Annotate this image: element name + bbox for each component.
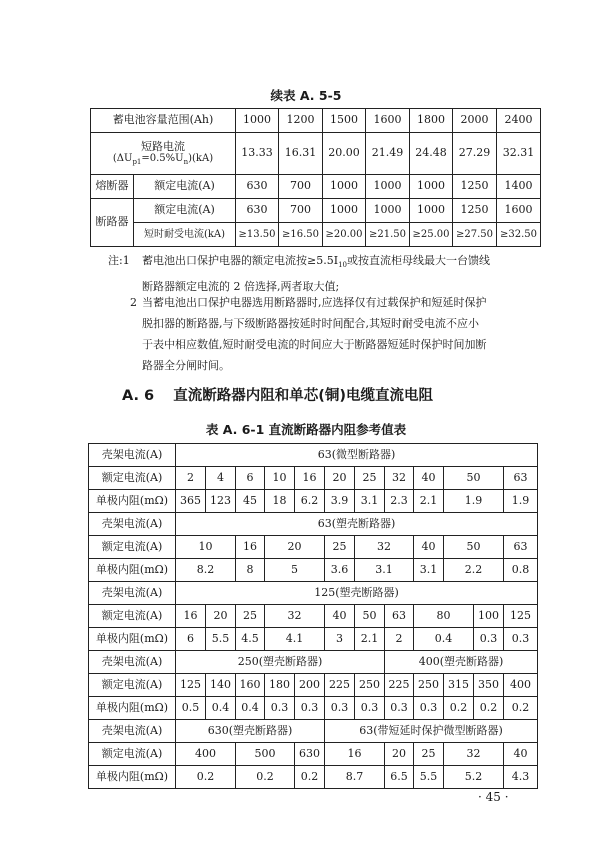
note-1 <box>108 250 548 292</box>
rated-cell: 80 <box>414 605 474 628</box>
capacity-cell: 2000 <box>453 109 497 133</box>
frame-row <box>89 582 538 605</box>
frame-value: 63(微型断路器) <box>176 444 538 467</box>
capacity-cell: 1200 <box>279 109 323 133</box>
breaker-rated-cell: 1000 <box>410 199 453 223</box>
short-circuit-cell: 27.29 <box>453 133 497 175</box>
resistance-cell: 0.4 <box>414 628 474 651</box>
rated-cell: 50 <box>355 605 385 628</box>
rated-label: 额定电流(A) <box>89 536 176 559</box>
rated-cell: 16 <box>176 605 206 628</box>
note-2-label: 2 <box>130 296 137 309</box>
label-part: )(kA) <box>188 153 214 165</box>
frame-label: 壳架电流(A) <box>89 582 176 605</box>
frame-label: 壳架电流(A) <box>89 513 176 536</box>
short-circuit-label-line1: 短路电流 <box>141 139 185 153</box>
rated-cell: 16 <box>236 536 265 559</box>
note-sub: 10 <box>338 261 347 270</box>
rated-cell: 32 <box>385 467 414 490</box>
resistance-cell: 3.1 <box>355 559 414 582</box>
short-circuit-cell: 16.31 <box>279 133 323 175</box>
rated-label: 额定电流(A) <box>89 743 176 766</box>
resistance-cell: 5.5 <box>206 628 236 651</box>
breaker-label: 断路器 <box>91 199 134 247</box>
resistance-cell: 6.2 <box>295 490 325 513</box>
rated-cell: 16 <box>325 743 385 766</box>
short-circuit-cell: 21.49 <box>366 133 410 175</box>
rated-row <box>89 743 538 766</box>
capacity-cell: 1500 <box>323 109 366 133</box>
rated-cell: 25 <box>236 605 265 628</box>
resistance-cell: 18 <box>265 490 295 513</box>
resistance-cell: 4.3 <box>504 766 538 789</box>
label-part: (ΔU <box>112 153 133 165</box>
resistance-cell: 0.2 <box>504 697 538 720</box>
rated-cell: 140 <box>206 674 236 697</box>
breaker-rated-cell: 1250 <box>453 199 497 223</box>
breaker-rated-row <box>91 199 541 223</box>
resistance-cell: 45 <box>236 490 265 513</box>
resistance-cell: 0.3 <box>355 697 385 720</box>
resistance-cell: 0.2 <box>176 766 236 789</box>
short-time-cell: ≥27.50 <box>453 223 497 247</box>
rated-cell: 200 <box>295 674 325 697</box>
resistance-row <box>89 628 538 651</box>
frame-value: 63(塑壳断路器) <box>176 513 538 536</box>
note-1-line2: 断路器额定电流的 2 倍选择,两者取大值; <box>142 280 340 294</box>
label-part: =0.5%U <box>141 153 184 165</box>
breaker-rated-cell: 700 <box>279 199 323 223</box>
resistance-label: 单极内阻(mΩ) <box>89 766 176 789</box>
resistance-cell: 365 <box>176 490 206 513</box>
resistance-cell: 0.8 <box>504 559 538 582</box>
rated-cell: 20 <box>206 605 236 628</box>
resistance-cell: 2.3 <box>385 490 414 513</box>
rated-cell: 315 <box>444 674 474 697</box>
rated-cell: 40 <box>414 536 444 559</box>
resistance-cell: 8.2 <box>176 559 236 582</box>
short-time-row <box>91 223 541 247</box>
rated-label: 额定电流(A) <box>89 674 176 697</box>
rated-cell: 25 <box>355 467 385 490</box>
resistance-cell: 123 <box>206 490 236 513</box>
table-a61 <box>88 443 538 789</box>
resistance-cell: 0.2 <box>236 766 295 789</box>
resistance-cell: 5.5 <box>414 766 444 789</box>
rated-current-label: 额定电流(A) <box>134 175 236 199</box>
rated-cell: 160 <box>236 674 265 697</box>
rated-cell: 16 <box>295 467 325 490</box>
resistance-cell: 6 <box>176 628 206 651</box>
resistance-cell: 0.3 <box>295 697 325 720</box>
resistance-cell: 0.3 <box>325 697 355 720</box>
rated-cell: 6 <box>236 467 265 490</box>
rated-cell: 63 <box>385 605 414 628</box>
section-title: 直流断路器内阻和单芯(铜)电缆直流电阻 <box>173 388 433 404</box>
rated-cell: 400 <box>504 674 538 697</box>
rated-cell: 250 <box>414 674 444 697</box>
rated-cell: 250 <box>355 674 385 697</box>
note-part: 蓄电池出口保护电器的额定电流按≥5.5I <box>142 254 339 267</box>
rated-current-label: 额定电流(A) <box>134 199 236 223</box>
resistance-cell: 2 <box>385 628 414 651</box>
short-time-cell: ≥32.50 <box>497 223 541 247</box>
rated-cell: 32 <box>265 605 325 628</box>
resistance-cell: 0.3 <box>385 697 414 720</box>
fuse-rated-cell: 700 <box>279 175 323 199</box>
resistance-cell: 0.2 <box>444 697 474 720</box>
frame-label: 壳架电流(A) <box>89 444 176 467</box>
resistance-cell: 0.3 <box>504 628 538 651</box>
short-time-label: 短时耐受电流(kA) <box>134 223 236 247</box>
capacity-cell: 1800 <box>410 109 453 133</box>
short-time-cell: ≥16.50 <box>279 223 323 247</box>
rated-cell: 40 <box>325 605 355 628</box>
fuse-label: 熔断器 <box>91 175 134 199</box>
short-time-cell: ≥20.00 <box>323 223 366 247</box>
label-sub: p1 <box>132 158 142 167</box>
rated-cell: 40 <box>504 743 538 766</box>
note-2-line: 当蓄电池出口保护电器选用断路器时,应选择仅有过载保护和短延时保护 <box>142 296 487 309</box>
rated-cell: 225 <box>385 674 414 697</box>
resistance-cell: 4.5 <box>236 628 265 651</box>
resistance-label: 单极内阻(mΩ) <box>89 628 176 651</box>
rated-label: 额定电流(A) <box>89 605 176 628</box>
resistance-label: 单极内阻(mΩ) <box>89 697 176 720</box>
resistance-cell: 2.2 <box>444 559 504 582</box>
note-1-line1 <box>142 250 552 276</box>
rated-row <box>89 467 538 490</box>
rated-cell: 350 <box>474 674 504 697</box>
resistance-cell: 5 <box>265 559 325 582</box>
page-number: · 45 · <box>478 790 509 804</box>
rated-cell: 32 <box>444 743 504 766</box>
rated-cell: 10 <box>265 467 295 490</box>
table-a55-header-row <box>91 109 541 133</box>
frame-row <box>89 513 538 536</box>
short-circuit-cell: 13.33 <box>236 133 279 175</box>
note-2-line: 脱扣器的断路器,与下级断路器按延时时间配合,其短时耐受电流不应小 <box>142 317 479 330</box>
rated-cell: 180 <box>265 674 295 697</box>
fuse-row <box>91 175 541 199</box>
resistance-cell: 3 <box>325 628 355 651</box>
rated-cell: 500 <box>236 743 295 766</box>
rated-cell: 63 <box>504 536 538 559</box>
rated-cell: 125 <box>176 674 206 697</box>
section-heading <box>122 384 433 405</box>
rated-cell: 50 <box>444 467 504 490</box>
resistance-cell: 2.1 <box>414 490 444 513</box>
resistance-cell: 3.1 <box>414 559 444 582</box>
capacity-range-label: 蓄电池容量范围(Ah) <box>91 109 236 133</box>
breaker-rated-cell: 1000 <box>366 199 410 223</box>
resistance-cell: 3.9 <box>325 490 355 513</box>
rated-cell: 630 <box>295 743 325 766</box>
resistance-cell: 0.3 <box>414 697 444 720</box>
resistance-cell: 0.4 <box>206 697 236 720</box>
frame-value: 125(塑壳断路器) <box>176 582 538 605</box>
resistance-cell: 0.2 <box>295 766 325 789</box>
frame-row <box>89 720 538 743</box>
short-circuit-cell: 32.31 <box>497 133 541 175</box>
rated-cell: 40 <box>414 467 444 490</box>
section-number: A. 6 <box>122 388 155 404</box>
short-circuit-row <box>91 133 541 175</box>
rated-row <box>89 605 538 628</box>
rated-cell: 63 <box>504 467 538 490</box>
short-circuit-label-line2 <box>91 153 235 166</box>
rated-row <box>89 674 538 697</box>
resistance-cell: 0.3 <box>265 697 295 720</box>
frame-row <box>89 651 538 674</box>
frame-value: 400(塑壳断路器) <box>385 651 538 674</box>
rated-cell: 225 <box>325 674 355 697</box>
capacity-cell: 1600 <box>366 109 410 133</box>
breaker-rated-cell: 1000 <box>323 199 366 223</box>
frame-row <box>89 444 538 467</box>
resistance-cell: 4.1 <box>265 628 325 651</box>
frame-label: 壳架电流(A) <box>89 651 176 674</box>
short-circuit-label <box>91 133 236 175</box>
frame-value: 630(塑壳断路器) <box>176 720 325 743</box>
resistance-cell: 0.3 <box>474 628 504 651</box>
rated-cell: 125 <box>504 605 538 628</box>
note-1-label: 注:1 <box>108 254 130 267</box>
resistance-cell: 3.6 <box>325 559 355 582</box>
resistance-cell: 0.2 <box>474 697 504 720</box>
rated-cell: 20 <box>325 467 355 490</box>
rated-cell: 10 <box>176 536 236 559</box>
fuse-rated-cell: 1400 <box>497 175 541 199</box>
resistance-cell: 8 <box>236 559 265 582</box>
table-a55-title: 续表 A. 5-5 <box>270 88 342 103</box>
resistance-row <box>89 559 538 582</box>
rated-cell: 25 <box>325 536 355 559</box>
capacity-cell: 1000 <box>236 109 279 133</box>
rated-cell: 25 <box>414 743 444 766</box>
label-sub: n <box>183 158 189 167</box>
rated-cell: 400 <box>176 743 236 766</box>
rated-cell: 100 <box>474 605 504 628</box>
fuse-rated-cell: 1000 <box>410 175 453 199</box>
breaker-rated-cell: 1600 <box>497 199 541 223</box>
rated-cell: 32 <box>355 536 414 559</box>
resistance-row <box>89 697 538 720</box>
note-part: 或按直流柜母线最大一台馈线 <box>346 254 490 267</box>
frame-label: 壳架电流(A) <box>89 720 176 743</box>
note-2 <box>108 292 548 376</box>
short-circuit-cell: 20.00 <box>323 133 366 175</box>
rated-cell: 4 <box>206 467 236 490</box>
resistance-row <box>89 490 538 513</box>
rated-cell: 20 <box>385 743 414 766</box>
table-a55 <box>90 108 541 247</box>
resistance-cell: 3.1 <box>355 490 385 513</box>
rated-row <box>89 536 538 559</box>
resistance-cell: 0.4 <box>236 697 265 720</box>
fuse-rated-cell: 1000 <box>366 175 410 199</box>
rated-cell: 20 <box>265 536 325 559</box>
short-circuit-cell: 24.48 <box>410 133 453 175</box>
resistance-cell: 1.9 <box>504 490 538 513</box>
short-time-cell: ≥21.50 <box>366 223 410 247</box>
note-2-line: 于表中相应数值,短时耐受电流的时间应大于断路器短延时保护时间加断 <box>142 338 487 351</box>
rated-cell: 2 <box>176 467 206 490</box>
resistance-label: 单极内阻(mΩ) <box>89 490 176 513</box>
resistance-label: 单极内阻(mΩ) <box>89 559 176 582</box>
resistance-row <box>89 766 538 789</box>
fuse-rated-cell: 1250 <box>453 175 497 199</box>
resistance-cell: 6.5 <box>385 766 414 789</box>
resistance-cell: 0.5 <box>176 697 206 720</box>
rated-label: 额定电流(A) <box>89 467 176 490</box>
resistance-cell: 8.7 <box>325 766 385 789</box>
frame-value: 250(塑壳断路器) <box>176 651 385 674</box>
fuse-rated-cell: 630 <box>236 175 279 199</box>
note-2-line: 路器全分闸时间。 <box>142 359 230 372</box>
capacity-cell: 2400 <box>497 109 541 133</box>
breaker-rated-cell: 630 <box>236 199 279 223</box>
short-time-cell: ≥13.50 <box>236 223 279 247</box>
rated-cell: 50 <box>444 536 504 559</box>
resistance-cell: 1.9 <box>444 490 504 513</box>
fuse-rated-cell: 1000 <box>323 175 366 199</box>
resistance-cell: 5.2 <box>444 766 504 789</box>
table-a61-title: 表 A. 6-1 直流断路器内阻参考值表 <box>205 422 407 437</box>
frame-value: 63(带短延时保护微型断路器) <box>325 720 538 743</box>
resistance-cell: 2.1 <box>355 628 385 651</box>
short-time-cell: ≥25.00 <box>410 223 453 247</box>
